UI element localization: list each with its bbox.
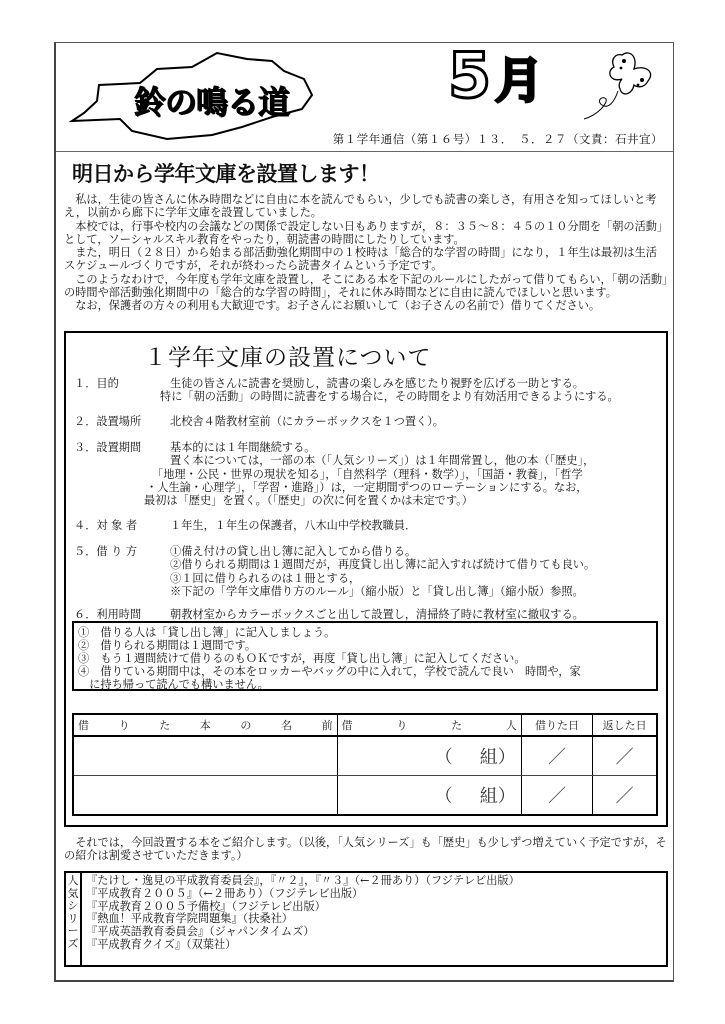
intro-paragraph: 本校では，行事や校内の会議などの関係で設定しない日もありますが，８：３５〜８：４５の１０分間を「朝の活動」として，ソーシャルスキル教育をやったり，朝読書の時間にしたりしています。 [64,219,663,246]
book-name-cell[interactable] [73,736,337,776]
book-item: 『たけし・逸見の平成教育委員会』，『〃２』，『〃３』（←２冊あり）（フジテレビ出版） [86,874,520,887]
outro-text [64,836,668,863]
borrowed-date-cell[interactable]: ／ [521,736,592,776]
category-char: ズ [67,936,79,950]
newsletter-title: 鈴の鳴る道 [134,83,290,121]
rules-title: １学年文庫の設置について [144,345,432,371]
intro-text [64,193,668,313]
header-char: 本 [199,719,211,732]
ledger-row [73,736,657,776]
header-char: 借 [341,719,353,732]
notice-line: ③ もう１週間続けて借りるのもＯＫですが，再度「貸し出し簿」に記入してください。 [78,652,526,665]
book-item: 『平成英語教育委員会』（ジャパンタイムズ） [86,925,315,939]
column-returned-date: 返した日 [593,714,657,736]
month-kanji: 月 [495,53,544,109]
book-list [82,873,520,965]
intro-paragraph: このようなわけで，今年度も学年文庫を設置し，そこにある本を下記のルールにしたがって借りてもらい，「朝の活動」の時間や部活動強化期間中の「総合的な学習の時間」，それに休み時間などに自由に読んでほしいと思います。 [64,272,668,300]
rule-line: ・人生論・心理学」，「学習・進路」）は，一定期間ずつのローテーションにする。なお， [146,480,588,494]
header-char: り [396,719,408,732]
header-char: り [118,719,130,732]
book-item: 『平成教育２００５』（←２冊あり）（フジテレビ出版） [86,886,364,900]
rule-line: 「地理・公民・世界の現状を知る」，「自然科学（理科・数学）」，「国語・教養」，「哲学 [152,467,583,481]
returned-date-cell[interactable]: ／ [593,736,657,776]
rule-line: 北校舎４階教材室前（にカラーボックスを１つ置く）。 [170,415,444,428]
rule-line: ①備え付けの貸し出し簿に記入してから借りる。 [170,545,417,558]
headline: 明日から学年文庫を設置します！ [72,162,380,186]
column-borrower [337,714,521,736]
notice-line: に持ち帰って読んでも構いません。 [78,678,269,691]
rule-label: ５．借 り 方 [74,545,138,558]
outro-paragraph: それでは，今回設置する本をご紹介します。（以後，「人気シリーズ」も「歴史」も少しずつ増えていく予定ですが，その紹介は割愛させていただきます。） [64,836,667,863]
rule-label: ４．対 象 者 [74,519,138,532]
rule-label: ２．設置場所 [74,415,142,428]
rules-section [64,331,668,827]
category-char: 人 [67,874,79,887]
category-char: シ [67,899,79,912]
rule-line: ※下記の「学年文庫借り方のルール」（縮小版）と「貸し出し簿」（縮小版）参照。 [170,584,584,598]
issue-month [448,39,544,112]
rule-line: 特に「朝の活動」の時間に読書をする場合に，その時間をより有効活用できるようにする。 [160,390,619,404]
rule-body [144,441,660,508]
rule-body [170,519,660,532]
column-book-name [73,714,337,736]
notice-line: ② 借りられる期間は１週間です。 [78,639,257,652]
rule-line: 生徒の皆さんに読書を奨励し，読書の楽しみを感じたり視野を広げる一助とする。 [170,377,584,390]
rule-line: １年生，１年生の保護者，八木山中学校教職員． [170,519,417,532]
rule-label: ６．利用時間 [74,608,142,621]
rule-body [170,545,660,598]
book-item: 『平成教育クイズ』（双葉社） [86,937,237,951]
borrower-cell[interactable] [337,776,521,816]
returned-date-cell[interactable]: ／ [593,776,657,816]
paren: （ [434,747,453,768]
rule-body [170,608,660,621]
book-item: 『熱血！平成教育学院問題集』（扶桑社） [86,912,293,926]
rule-label: １．目的 [74,377,119,390]
class-suffix: 組） [479,786,516,807]
paren: （ [434,786,453,807]
category-char: 気 [67,886,79,900]
popular-series-list [64,871,668,967]
intro-paragraph: また，明日（２８日）から始まる部活動強化期間中の１校時は「総合的な学習の時間」になり，１年生は最初は生活スケジュールづくりですが，それが終わったら読書タイムという予定です。 [64,246,657,273]
butterfly-icon [578,45,656,123]
ledger-row [73,776,657,816]
column-borrowed-date: 借りた日 [521,714,592,736]
month-number: 5 [448,39,492,112]
header-char: た [159,719,171,732]
rule-label: ３．設置期間 [74,441,142,454]
rule-line: ③１回に借りられるのは１冊とする， [170,571,361,585]
newsletter-page [54,39,674,982]
category-char: ー [67,924,79,937]
intro-paragraph: 私は，生徒の皆さんに休み時間などに自由に本を読んでもらい，少しでも読書の楽しさ，有用さを知ってほしいと考え，以前から廊下に学年文庫を設置していました。 [64,193,657,220]
header-char: 名 [280,719,292,732]
header-char: た [451,719,463,732]
book-item: 『平成教育２００５予備校』（フジテレビ出版） [86,899,326,913]
header-char: の [240,719,252,732]
rule-line: 朝教材室からカラーボックスごと出して設置し，清掃終了時に教材室に撤収する。 [170,608,584,621]
borrowed-date-cell[interactable]: ／ [521,776,592,816]
category-char: リ [67,911,79,925]
notice-line: ④ 借りている期間中は，その本をロッカーやバッグの中に入れて，学校で読んで良い 時間や，家 [78,665,581,678]
rule-body [170,415,660,428]
class-suffix: 組） [479,747,516,768]
notice-line: ① 借りる人は「貸し出し簿」に記入しましょう。 [78,626,336,639]
rule-line: 置く本については，一部の本（「人気シリーズ」）は１年間常置し，他の本（「歴史」， [170,454,595,468]
rule-line: 最初は「歴史」を置く。（「歴史」の次に何を置くかは未定です。） [144,494,473,508]
header-char: 人 [505,719,517,732]
category-label [66,873,82,965]
lending-ledger [72,713,658,816]
rule-line: 基本的には１年間継続する。 [170,441,316,454]
header-char: 借 [78,719,89,732]
rule-body [160,377,660,404]
issue-info: 第１学年通信（第１６号）１３． ５．２７（文責：石井宜） [332,132,663,146]
borrowing-rules-box [72,621,658,691]
book-name-cell[interactable] [73,776,337,816]
masthead [56,39,673,152]
rule-line: ②借りられる期間は１週間だが，再度貸し出し簿に記入すれば続けて借りても良い。 [170,558,596,572]
intro-paragraph: なお，保護者の方々の利用も大歓迎です。お子さんにお願いして（お子さんの名前で）借りてください。 [75,299,601,313]
borrower-cell[interactable] [337,736,521,776]
header-char: 前 [321,719,333,732]
